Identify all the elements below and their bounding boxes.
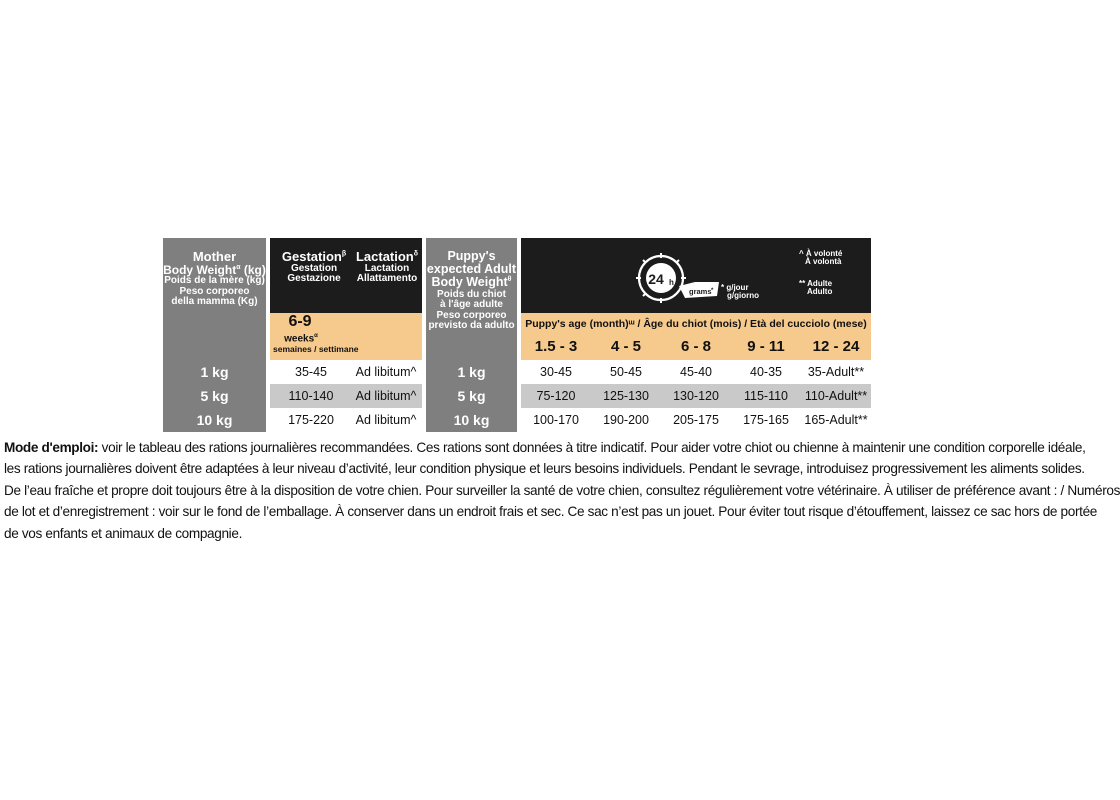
puppy-fr-2: à l'âge adulte [440,299,503,311]
lactation-value: Ad libitum^ [355,413,417,427]
lactation-label [351,250,423,264]
age-col-header: 6 - 8 [680,337,711,355]
weeks-sup: α [314,333,318,339]
mother-header [163,250,266,308]
age-col-header: 1.5 - 3 [534,337,578,355]
gestation-value: 175-220 [288,413,334,427]
gestation-label-text: Gestation [281,249,342,264]
adulte-fr: ** Adulte [799,279,833,288]
instructions-line: De l’eau fraîche et propre doit toujours être à la disposition de votre chien. Pour surveiller la santé de votre chien, consultez régulièrement votre vétérinaire. À utiliser de préférence avant : / Numéros [4,482,1120,498]
gestation-value: 35-45 [295,365,327,379]
gestation-it: Gestazione [287,273,341,285]
age-cell: 205-175 [673,413,719,427]
puppy-title-2: expected Adult [426,262,517,277]
puppy-it-2: previsto da adulto [428,320,515,332]
age-col-header: 4 - 5 [610,337,641,355]
age-cell: 50-45 [610,365,642,379]
age-cell: 35-Adult** [807,365,865,379]
gestation-label [275,250,353,264]
age-cell: 125-130 [603,389,649,403]
grams-sup: * [711,288,714,294]
puppy-weight-row: 5 kg [457,388,486,404]
gestation-fr: Gestation [290,262,338,274]
instructions-line [4,437,1086,458]
mother-subtitle-text: Body Weight [163,262,237,277]
puppy-title-1: Puppy's [447,249,496,263]
mother-sup: α [236,263,241,271]
adulte-legend [799,280,832,297]
instructions-line: de vos enfants et animaux de compagnie. [4,525,242,541]
volonte-legend [799,250,842,267]
puppy-title-3 [426,276,517,289]
mother-weight-row: 5 kg [200,388,229,404]
lactation-header [351,250,423,285]
weeks-text [270,314,330,331]
age-col-header: 12 - 24 [812,337,860,355]
puppy-sup: θ [507,276,512,284]
mother-title: Mother [192,249,237,264]
mother-unit: (kg) [240,262,266,277]
lactation-value: Ad libitum^ [355,365,417,379]
lactation-it: Allattamento [356,273,418,285]
feeding-table [163,238,871,432]
volonte-fr: ^ À volonté [799,249,843,258]
weeks-value: 6-9 [288,313,312,330]
age-cell: 110-Adult** [804,389,868,403]
lactation-sup: δ [413,250,419,258]
lactation-label-text: Lactation [355,249,414,264]
clock-text: 24 [648,271,664,287]
lactation-fr: Lactation [364,262,410,274]
puppy-title-3-text: Body Weight [431,275,508,290]
puppy-weight-header [426,250,517,332]
age-cell: 75-120 [536,389,576,403]
age-cell: 30-45 [540,365,572,379]
age-cell: 175-165 [743,413,789,427]
mother-weight-row: 10 kg [196,412,233,428]
puppy-weight-row: 10 kg [453,412,490,428]
instructions-label: Mode d'emploi: [4,440,99,455]
gestation-sup: β [341,250,347,258]
gestation-value: 110-140 [288,389,334,403]
mother-fr: Poids de la mère (kg) [164,275,265,287]
gestation-header [275,250,353,285]
age-cell: 190-200 [603,413,649,427]
mother-it-1: Peso corporeo [179,285,250,297]
clock-24h-icon [633,252,723,304]
grams-label: grams [689,287,712,296]
weeks-fr-it: semaines / settimane [273,344,359,354]
puppy-it-1: Peso corporeo [436,309,507,321]
puppy-fr-1: Poids du chiot [437,288,506,300]
g-jour-legend [721,284,759,301]
weeks-label-text: weeks [284,333,315,345]
puppy-weight-row: 1 kg [457,364,486,380]
age-cell: 45-40 [680,365,712,379]
age-cell: 165-Adult** [804,413,868,427]
g-giorno: g/giorno [727,291,759,301]
age-cell: 115-110 [743,389,789,403]
mother-weight-row: 1 kg [200,364,229,380]
adulte-it: Adulto [807,287,833,297]
mother-it-2: della mamma (Kg) [171,296,258,308]
volonte-it: À volontà [805,257,842,267]
instructions-paragraph [4,437,1120,544]
age-header-text: Puppy's age (month)ᵚ / Âge du chiot (mois) / Età del cucciolo (mese) [525,318,867,330]
age-cell: 130-120 [673,389,719,403]
lactation-value: Ad libitum^ [355,389,417,403]
age-col-header: 9 - 11 [747,337,785,355]
age-cell: 100-170 [533,413,579,427]
instructions-line: de lot et d’enregistrement : voir sur le fond de l’emballage. À conserver dans un endroit frais et sec. Ce sac n’est pas un jouet. Pour éviter tout risque d’étouffement, laissez ce sac hors de portée [4,504,1097,520]
g-jour: * g/jour [721,283,749,292]
age-cell: 40-35 [750,365,782,379]
instructions-line-text: voir le tableau des rations journalières recommandées. Ces rations sont données à titre indicatif. Pour aider votre chiot ou chienne à maintenir une condition corporelle idéale, [98,440,1086,455]
clock-sub: h [669,278,674,287]
instructions-line: les rations journalières doivent être adaptées à leur niveau d’activité, leur condition physique et leurs besoins individuels. Pendant le sevrage, introduisez progressivement les aliments solides. [4,461,1085,477]
